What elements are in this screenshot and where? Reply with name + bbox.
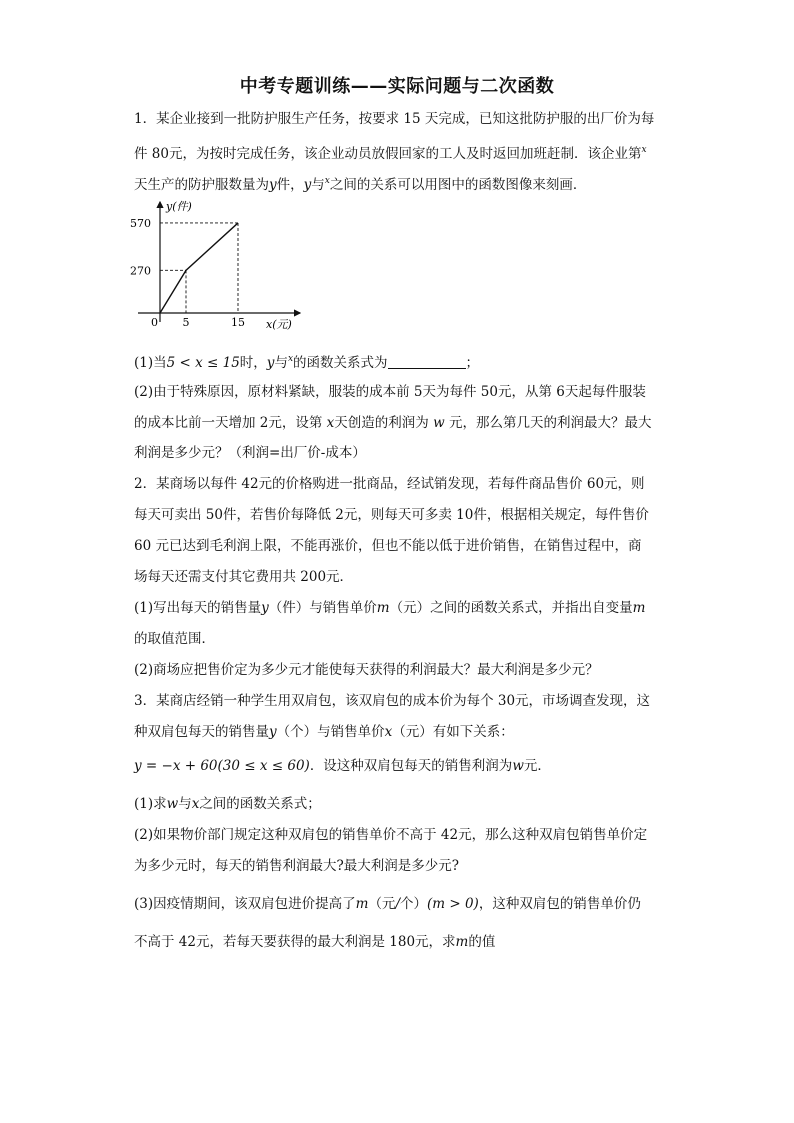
q1-sub1-text: (1)当 xyxy=(134,355,167,371)
q3-line-1 xyxy=(134,692,664,710)
q3-text: （元）有如下关系： xyxy=(392,724,514,740)
q2-text: 场每天还需支付其它费用共 200元． xyxy=(134,569,354,585)
x-tick-label: 5 xyxy=(182,316,190,329)
q3-sub1-text: (1)求 xyxy=(134,796,167,812)
function-graph xyxy=(128,196,308,336)
q3-sub2-text: (2)如果物价部门规定这种双肩包的销售单价不高于 42元，那么这种双肩包销售单价定 xyxy=(134,827,648,843)
q1-sub2-text: 利润是多少元？（利润=出厂价-成本） xyxy=(134,445,366,461)
q3-sub2-line-1 xyxy=(134,826,664,844)
q2-text: 2．某商场以每件 42元的价格购进一批商品，经试销发现，若每件商品售价 60元，则 xyxy=(134,476,645,492)
q1-line-3 xyxy=(134,172,664,194)
q3-sub3-line-2 xyxy=(134,933,664,951)
q1-sub1-text: ； xyxy=(465,355,480,371)
answer-blank[interactable] xyxy=(388,356,466,369)
condition-expression: 5 < x ≤ 15 xyxy=(166,355,240,371)
q3-equation-line xyxy=(134,757,664,775)
condition-expression: (m > 0) xyxy=(427,896,479,912)
q3-sub3-text: 不高于 42元，若每天要获得的最大利润是 180元，求 xyxy=(134,934,456,950)
q1-line-2 xyxy=(134,141,664,163)
q3-sub3-text: (3)因疫情期间，该双肩包进价提高了 xyxy=(134,896,356,912)
q1-text: 件 80元，为按时完成任务，该企业动员放假回家的工人及时返回加班赶制．该企业第 xyxy=(134,146,642,162)
q1-line-1 xyxy=(134,110,664,128)
q1-text: 与 xyxy=(311,177,325,193)
q1-sub2-text: 元，那么第几天的利润最大？最大 xyxy=(444,415,652,431)
var-w: w xyxy=(512,758,524,774)
var-y: y xyxy=(269,177,277,193)
var-x: x xyxy=(287,354,294,364)
var-x: x xyxy=(326,415,335,431)
q2-sub2 xyxy=(134,661,664,679)
q2-sub1-text: （件）与销售单价 xyxy=(268,600,377,616)
q1-sub2-text: 天创造的利润为 xyxy=(334,415,434,431)
y-axis-label: y(件) xyxy=(166,200,192,213)
y-tick-label: 270 xyxy=(130,264,151,278)
q1-sub2-line-2 xyxy=(134,414,664,432)
q3-sub1-text: 之间的函数关系式； xyxy=(199,796,321,812)
q3-text: 3．某商店经销一种学生用双肩包，该双肩包的成本价为每个 30元，市场调查发现，这 xyxy=(134,693,651,709)
q3-sub3-line-1 xyxy=(134,895,664,913)
q3-sub2-line-2 xyxy=(134,857,664,875)
q1-sub2-line-1 xyxy=(134,383,664,401)
var-y: y xyxy=(266,355,275,371)
q1-sub2-text: (2)由于特殊原因，原材料紧缺，服装的成本前 5天为每件 50元，从第 6天起每件服装 xyxy=(134,384,646,400)
x-tick-label: 0 xyxy=(151,316,158,329)
q2-line-4 xyxy=(134,568,664,586)
var-m: m xyxy=(355,896,369,912)
var-w: w xyxy=(166,796,179,812)
q2-line-1 xyxy=(134,475,664,493)
var-x: x xyxy=(324,176,330,186)
q1-sub1-text: 时， xyxy=(239,355,267,371)
unit-slash: / xyxy=(395,896,400,912)
page-title: 中考专题训练——实际问题与二次函数 xyxy=(239,76,555,97)
q1-text: 件， xyxy=(276,177,304,193)
var-m: m xyxy=(632,600,646,616)
q3-sub1-text: 与 xyxy=(178,796,192,812)
var-y: y xyxy=(261,600,269,616)
q3-text: ．设这种双肩包每天的销售利润为 xyxy=(309,758,513,774)
q2-line-2 xyxy=(134,506,664,524)
q1-sub1-text: 与 xyxy=(274,355,288,371)
var-m: m xyxy=(376,600,390,616)
q3-sub2-text: 为多少元时，每天的销售利润最大?最大利润是多少元? xyxy=(134,858,459,874)
q3-line-2 xyxy=(134,723,664,741)
q2-sub1-text: （元）之间的函数关系式，并指出自变量 xyxy=(389,600,633,616)
sales-equation: y = −x + 60(30 ≤ x ≤ 60) xyxy=(134,758,310,774)
q3-text: 种双肩包每天的销售量 xyxy=(134,724,269,740)
q2-sub1-line-2 xyxy=(134,630,664,648)
var-x: x xyxy=(191,796,200,812)
q3-text: （个）与销售单价 xyxy=(276,724,385,740)
q2-text: 每天可卖出 50件，若售价每降低 2元，则每天可多卖 10件，根据相关规定，每件售价 xyxy=(134,507,649,523)
q2-sub1-line-1 xyxy=(134,599,664,617)
var-m: m xyxy=(455,934,469,950)
q1-sub1-text: 的函数关系式为 xyxy=(293,355,388,371)
q3-sub1 xyxy=(134,795,664,813)
series-line xyxy=(160,223,238,313)
q2-sub2-text: (2)商场应把售价定为多少元才能使每天获得的利润最大？最大利润是多少元？ xyxy=(134,662,599,678)
q2-text: 60 元已达到毛利润上限，不能再涨价，但也不能以低于进价销售，在销售过程中，商 xyxy=(134,538,642,554)
q3-sub3-text: ，这种双肩包的销售单价仍 xyxy=(478,896,641,912)
x-axis-label: x(元) xyxy=(266,318,292,331)
q2-sub1-text: (1)写出每天的销售量 xyxy=(134,600,262,616)
q1-sub2-text: 的成本比前一天增加 2元，设第 xyxy=(134,415,327,431)
q2-line-3 xyxy=(134,537,664,555)
var-y: y xyxy=(303,177,312,193)
q1-sub2-line-3 xyxy=(134,444,664,462)
q1-text: 1．某企业接到一批防护服生产任务，按要求 15 天完成，已知这批防护服的出厂价为每 xyxy=(134,111,655,127)
q1-sub1 xyxy=(134,350,664,372)
q3-sub3-text: （元 xyxy=(368,896,396,912)
var-y: y xyxy=(269,724,277,740)
q1-text: 天生产的防护服数量为 xyxy=(134,177,269,193)
var-x: x xyxy=(641,145,647,155)
var-w: w xyxy=(433,415,445,431)
q2-sub1-text: 的取值范围． xyxy=(134,631,215,647)
q1-text: 之间的关系可以用图中的函数图像来刻画． xyxy=(329,177,587,193)
q3-text: 元． xyxy=(523,758,551,774)
y-tick-label: 570 xyxy=(130,216,151,230)
var-x: x xyxy=(384,724,393,740)
q3-sub3-text: 个） xyxy=(400,896,427,912)
x-tick-label: 15 xyxy=(231,316,245,329)
q3-sub3-text: 的值 xyxy=(468,934,496,950)
